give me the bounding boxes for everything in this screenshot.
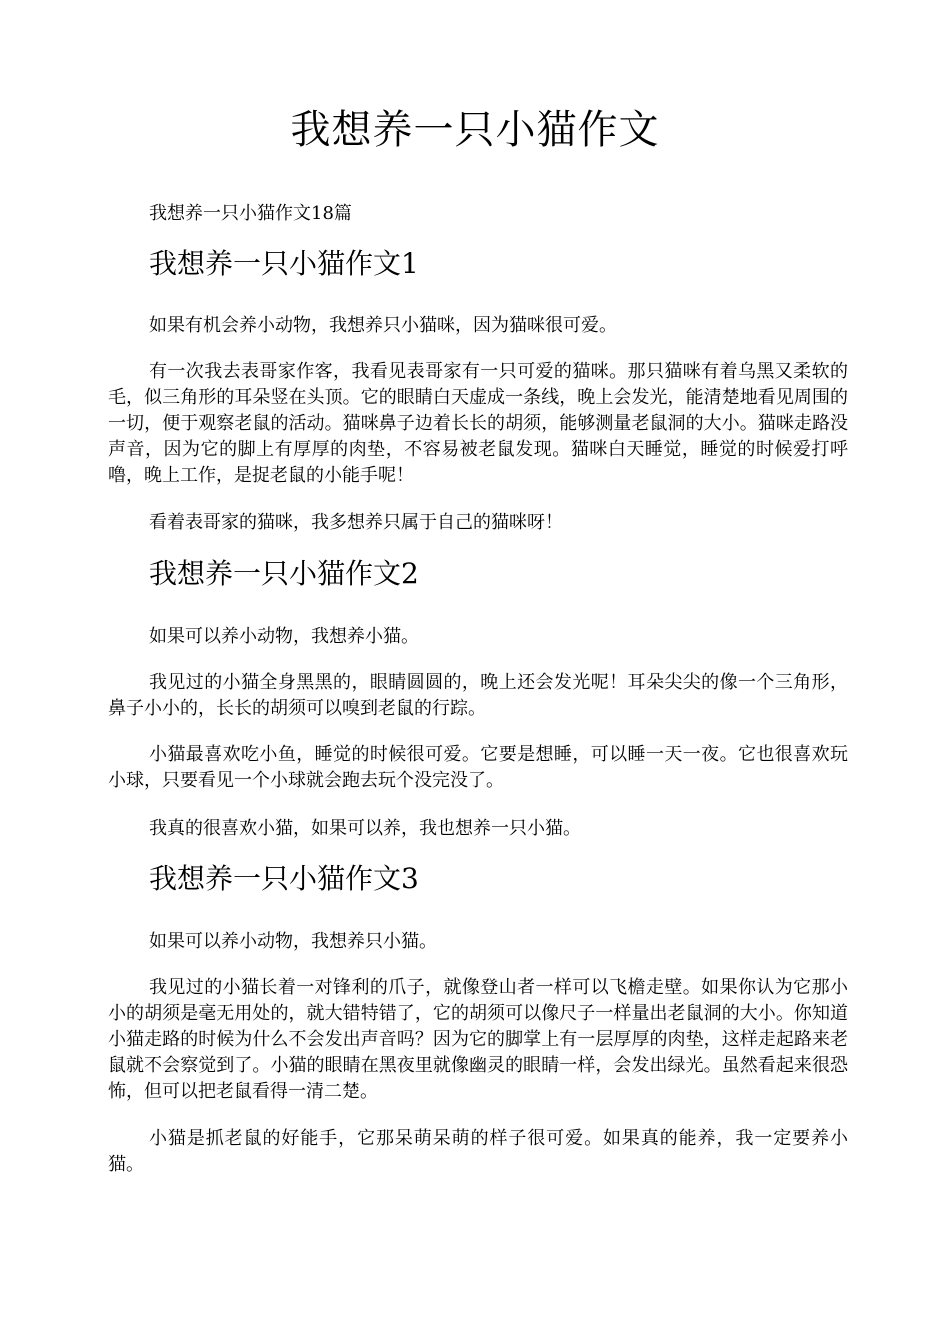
paragraph: 小猫是抓老鼠的好能手，它那呆萌呆萌的样子很可爱。如果真的能养，我一定要养小猫。 <box>108 1128 848 1175</box>
section-heading-3: 我想养一只小猫作文3 <box>149 862 419 895</box>
paragraph: 看着表哥家的猫咪，我多想养只属于自己的猫咪呀！ <box>149 512 563 533</box>
paragraph: 小猫最喜欢吃小鱼，睡觉的时候很可爱。它要是想睡，可以睡一天一夜。它也很喜欢玩小球，只要看见一个小球就会跑去玩个没完没了。 <box>108 744 848 791</box>
paragraph: 如果可以养小动物，我想养小猫。 <box>149 626 419 647</box>
document-subtitle: 我想养一只小猫作文18篇 <box>149 203 352 224</box>
section-heading-1: 我想养一只小猫作文1 <box>149 247 419 280</box>
section-heading-2: 我想养一只小猫作文2 <box>149 557 419 590</box>
paragraph: 我见过的小猫全身黑黑的，眼睛圆圆的，晚上还会发光呢！耳朵尖尖的像一个三角形，鼻子小小的，长长的胡须可以嗅到老鼠的行踪。 <box>108 672 848 719</box>
paragraph: 我真的很喜欢小猫，如果可以养，我也想养一只小猫。 <box>149 818 581 839</box>
paragraph: 我见过的小猫长着一对锋利的爪子，就像登山者一样可以飞檐走壁。如果你认为它那小小的胡须是毫无用处的，就大错特错了，它的胡须可以像尺子一样量出老鼠洞的大小。你知道小猫走路的时候为什么不会发出声音吗？因为它的脚掌上有一层厚厚的肉垫，这样走起路来老鼠就不会察觉到了。小猫的眼睛在黑夜里就像幽灵的眼睛一样，会发出绿光。虽然看起来很恐怖，但可以把老鼠看得一清二楚。 <box>108 977 848 1102</box>
paragraph: 如果有机会养小动物，我想养只小猫咪，因为猫咪很可爱。 <box>149 315 617 336</box>
paragraph: 有一次我去表哥家作客，我看见表哥家有一只可爱的猫咪。那只猫咪有着乌黑又柔软的毛，似三角形的耳朵竖在头顶。它的眼睛白天虚成一条线，晚上会发光，能清楚地看见周围的一切，便于观察老鼠的活动。猫咪鼻子边着长长的胡须，能够测量老鼠洞的大小。猫咪走路没声音，因为它的脚上有厚厚的肉垫，不容易被老鼠发现。猫咪白天睡觉，睡觉的时候爱打呼噜，晚上工作，是捉老鼠的小能手呢！ <box>108 361 848 486</box>
paragraph: 如果可以养小动物，我想养只小猫。 <box>149 931 437 952</box>
document-title: 我想养一只小猫作文 <box>290 107 660 153</box>
